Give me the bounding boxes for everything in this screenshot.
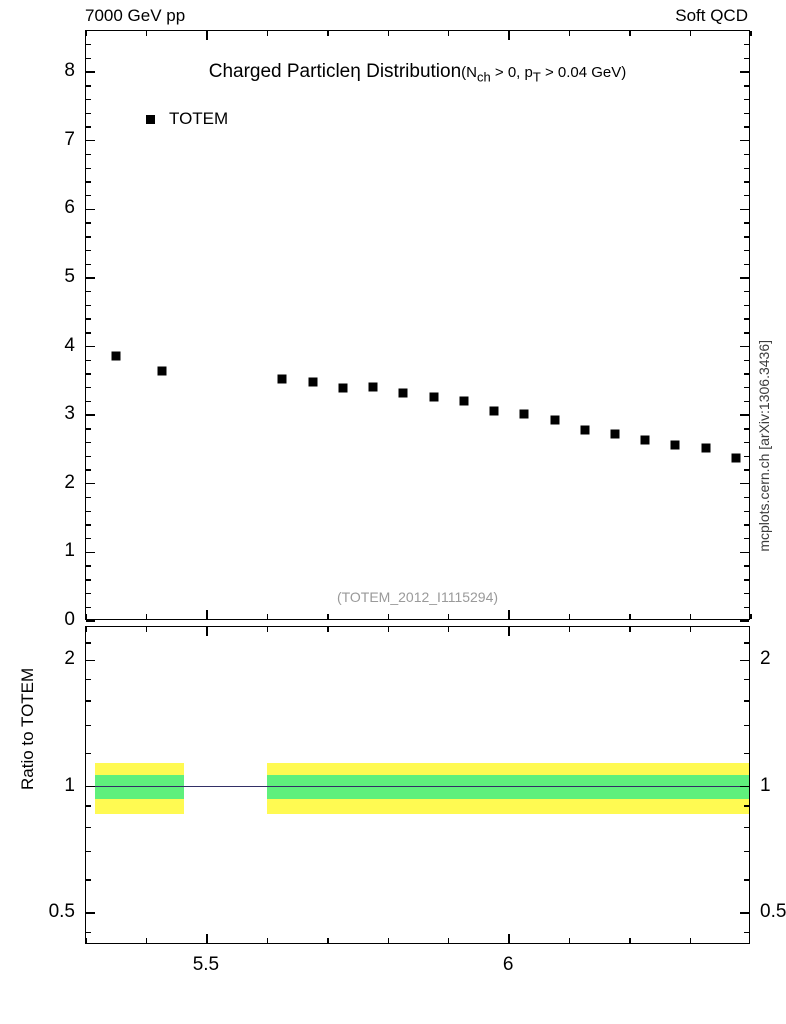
main-y-tick [86,552,95,553]
ratio-y-minor-tick [86,679,91,680]
main-y-minor-tick [86,579,91,580]
main-y-axis-label: 8 [64,60,75,82]
x-axis-label: 6 [502,954,514,975]
main-y-minor-tick-right [744,291,749,292]
data-point [731,454,740,463]
main-y-axis-label: 2 [64,471,75,493]
main-y-tick-right [740,277,749,278]
data-point [580,425,589,434]
main-y-minor-tick [86,524,91,525]
main-y-minor-tick-right [744,401,749,402]
ratio-x-tick [690,627,691,632]
ratio-y-tick-right [740,786,749,787]
ratio-y-axis-label: 1 [64,774,75,796]
main-y-tick-right [740,414,749,415]
ratio-y-tick [86,912,95,913]
ratio-x-tick [629,627,630,632]
main-y-minor-tick [86,442,91,443]
main-y-minor-tick-right [744,387,749,388]
ratio-x-tick [327,938,328,943]
plot-title-qual-sub1: ch [476,69,491,85]
main-y-minor-tick [86,607,91,608]
main-x-tick [85,614,86,619]
ratio-y-axis-title: Ratio to TOTEM [18,667,37,790]
plot-title-eta: η [350,61,361,82]
main-y-minor-tick [86,99,91,100]
main-y-axis-label: 1 [64,540,75,562]
main-x-tick [267,31,268,36]
main-x-tick [569,31,570,36]
main-x-tick [690,31,691,36]
main-y-minor-tick [86,428,91,429]
x-axis-label: 5.5 [192,954,220,975]
plot-title-qual-mid: > 0, p [490,64,533,81]
ratio-x-tick [569,938,570,943]
main-y-minor-tick-right [744,154,749,155]
main-y-minor-tick [86,305,91,306]
main-y-tick [86,346,95,347]
main-y-minor-tick [86,456,91,457]
ratio-y-minor-tick [86,725,91,726]
plot-title-main2: Distribution [366,61,462,82]
main-y-tick-right [740,209,749,210]
data-point [641,435,650,444]
ratio-y-minor-tick-right [744,879,749,880]
main-x-tick [629,614,630,619]
data-point [278,374,287,383]
ratio-y-minor-tick-right [744,700,749,701]
main-y-minor-tick-right [744,593,749,594]
main-x-tick [448,31,449,36]
ratio-y-minor-tick [86,642,91,643]
main-y-minor-tick-right [744,222,749,223]
main-y-minor-tick-right [744,236,749,237]
main-y-minor-tick [86,181,91,182]
main-y-minor-tick [86,264,91,265]
main-x-tick [146,614,147,619]
data-point [610,430,619,439]
main-x-tick [146,31,147,36]
main-y-minor-tick [86,291,91,292]
data-point [308,378,317,387]
main-y-axis-label: 7 [64,128,75,150]
ratio-y-axis-label-right: 2 [760,648,771,670]
ratio-y-minor-tick [86,805,91,806]
main-x-tick [267,614,268,619]
main-y-minor-tick-right [744,181,749,182]
main-y-minor-tick [86,236,91,237]
legend [146,109,228,129]
ratio-x-tick [448,627,449,632]
data-point [429,393,438,402]
ratio-y-axis-label: 2 [64,648,75,670]
main-y-tick [86,483,95,484]
ratio-y-minor-tick [86,879,91,880]
main-y-tick [86,209,95,210]
main-y-minor-tick-right [744,58,749,59]
main-y-minor-tick [86,332,91,333]
main-y-axis-label: 5 [64,265,75,287]
main-x-tick [388,614,389,619]
main-y-minor-tick [86,222,91,223]
ratio-x-tick [85,627,86,632]
main-y-tick-right [740,71,749,72]
main-y-minor-tick [86,154,91,155]
ratio-y-tick [86,660,95,661]
ratio-x-tick [448,938,449,943]
header-category-label: Soft QCD [675,6,748,25]
main-x-tick [206,31,207,40]
main-x-tick [629,31,630,36]
ratio-x-tick [267,938,268,943]
ratio-x-tick [146,627,147,632]
main-y-minor-tick-right [744,469,749,470]
ratio-x-tick [327,627,328,632]
ratio-x-tick [206,627,207,636]
main-y-minor-tick-right [744,332,749,333]
ratio-y-minor-tick [86,700,91,701]
main-y-tick [86,71,95,72]
main-y-minor-tick-right [744,428,749,429]
main-y-minor-tick-right [744,250,749,251]
ratio-x-tick [206,934,207,943]
ratio-x-tick [388,938,389,943]
ratio-y-minor-tick-right [744,725,749,726]
main-y-tick [86,414,95,415]
ratio-y-tick [86,786,95,787]
main-y-minor-tick-right [744,607,749,608]
data-point [157,367,166,376]
ratio-y-minor-tick-right [744,642,749,643]
ratio-y-minor-tick-right [744,753,749,754]
legend-label-totem: TOTEM [169,109,229,128]
main-y-tick [86,620,95,621]
main-y-minor-tick-right [744,538,749,539]
data-point [399,389,408,398]
main-y-minor-tick [86,58,91,59]
ratio-x-tick [629,938,630,943]
main-y-minor-tick-right [744,168,749,169]
main-y-tick-right [740,346,749,347]
plot-title-qual-sub2: T [532,69,541,85]
ratio-y-tick-right [740,660,749,661]
main-y-minor-tick-right [744,113,749,114]
main-y-minor-tick [86,373,91,374]
ratio-x-tick [690,938,691,943]
ratio-y-minor-tick [86,753,91,754]
main-y-minor-tick [86,168,91,169]
ratio-x-tick [146,938,147,943]
ratio-x-tick [388,627,389,632]
main-y-minor-tick [86,497,91,498]
main-y-minor-tick-right [744,99,749,100]
data-point [550,415,559,424]
main-y-tick-right [740,620,749,621]
main-y-tick [86,277,95,278]
main-y-minor-tick-right [744,373,749,374]
main-y-minor-tick-right [744,318,749,319]
ratio-y-minor-tick-right [744,851,749,852]
main-y-minor-tick [86,44,91,45]
main-y-tick-right [740,140,749,141]
data-point [369,383,378,392]
main-y-minor-tick-right [744,579,749,580]
main-x-tick [206,610,207,619]
main-y-minor-tick-right [744,305,749,306]
main-y-tick [86,140,95,141]
main-y-minor-tick-right [744,126,749,127]
main-x-tick [690,614,691,619]
ratio-x-tick [569,627,570,632]
main-y-minor-tick [86,113,91,114]
main-y-minor-tick [86,360,91,361]
main-y-minor-tick [86,538,91,539]
ratio-y-axis-label: 0.5 [48,901,75,923]
data-point [520,409,529,418]
main-y-minor-tick [86,387,91,388]
main-y-minor-tick-right [744,442,749,443]
main-y-minor-tick [86,85,91,86]
main-y-minor-tick [86,250,91,251]
main-y-minor-tick [86,318,91,319]
ratio-y-minor-tick [86,827,91,828]
main-y-minor-tick-right [744,511,749,512]
main-y-minor-tick [86,565,91,566]
main-y-minor-tick [86,401,91,402]
header-beam-label: 7000 GeV pp [85,6,186,25]
main-x-tick [508,610,509,619]
ratio-x-tick [508,934,509,943]
plot-title-qual-end: > 0.04 GeV) [540,64,627,81]
credit-watermark: mcplots.cern.ch [arXiv:1306.3436] [756,340,772,552]
ratio-y-axis-label-right: 0.5 [760,901,786,923]
main-y-minor-tick-right [744,360,749,361]
main-y-minor-tick-right [744,497,749,498]
plot-title-main: Charged Particle [208,61,351,82]
data-point [459,397,468,406]
data-point [701,444,710,453]
ratio-y-minor-tick-right [744,827,749,828]
data-point [490,407,499,416]
main-x-tick [85,31,86,36]
ratio-y-minor-tick-right [744,805,749,806]
main-y-minor-tick-right [744,264,749,265]
main-x-tick [750,614,751,619]
main-x-tick [388,31,389,36]
main-y-axis-label: 3 [64,403,75,425]
legend-marker-icon [146,115,155,124]
main-x-tick [750,31,751,36]
main-y-axis-label: 6 [64,197,75,219]
ratio-y-minor-tick [86,851,91,852]
ratio-reference-line [86,786,749,787]
main-plot-panel [85,30,750,620]
plot-title [86,61,749,85]
data-point [112,352,121,361]
main-x-tick [327,31,328,36]
analysis-id-label: (TOTEM_2012_I1115294) [336,589,499,605]
main-y-minor-tick-right [744,85,749,86]
main-y-tick-right [740,483,749,484]
main-y-minor-tick-right [744,565,749,566]
ratio-y-minor-tick-right [744,932,749,933]
main-y-axis-label: 4 [64,334,75,356]
main-x-tick [327,614,328,619]
ratio-y-minor-tick-right [744,679,749,680]
main-y-minor-tick [86,126,91,127]
ratio-x-tick [85,938,86,943]
main-y-minor-tick-right [744,44,749,45]
main-x-tick [569,614,570,619]
main-y-minor-tick [86,511,91,512]
data-point [671,440,680,449]
plot-title-qual-open: (N [461,64,477,81]
main-x-tick [448,614,449,619]
ratio-y-axis-label-right: 1 [760,774,771,796]
main-y-tick-right [740,552,749,553]
main-y-minor-tick-right [744,524,749,525]
ratio-plot-panel [85,626,750,944]
main-y-minor-tick [86,195,91,196]
ratio-y-tick-right [740,912,749,913]
ratio-y-minor-tick [86,932,91,933]
main-y-minor-tick-right [744,195,749,196]
data-point [338,384,347,393]
main-x-tick [508,31,509,40]
ratio-x-tick [267,627,268,632]
main-y-minor-tick [86,469,91,470]
main-y-minor-tick [86,593,91,594]
main-y-axis-label: 0 [64,609,75,630]
ratio-x-tick [508,627,509,636]
main-y-minor-tick-right [744,456,749,457]
